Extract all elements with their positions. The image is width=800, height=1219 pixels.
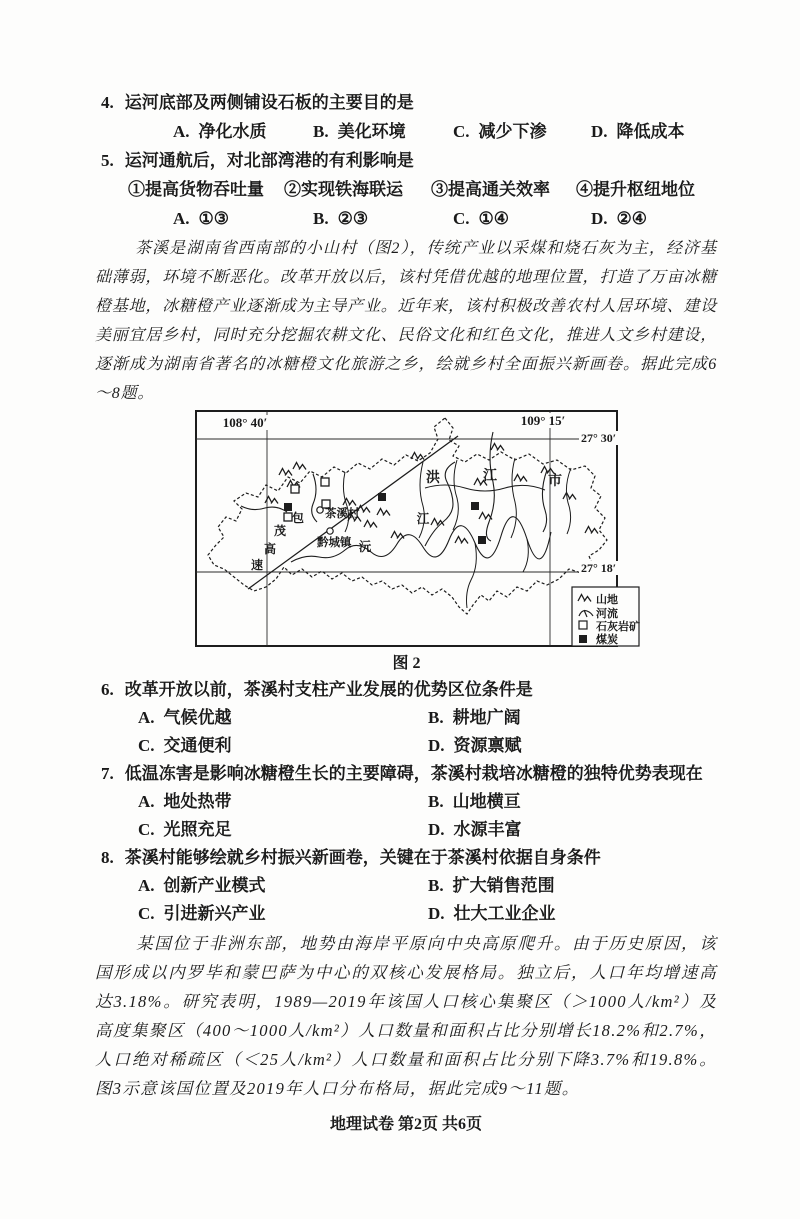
highway-char-1: 包 [291,511,305,525]
coal-icon [378,493,386,501]
coal-icon [478,536,486,544]
coal-icon [284,503,292,511]
county-boundary [208,418,607,614]
limestone-icon [284,513,292,521]
question-stem [95,760,717,788]
city-char-1: 洪 [426,471,440,486]
question-number: 7. [101,764,114,783]
option-c: C. 引进新兴产业 [138,904,266,923]
option-b: B. ②③ [313,209,369,228]
figure2-caption: 图 2 [392,655,421,672]
options-row [95,204,717,233]
option-a: A. 气候优越 [138,708,232,727]
option-c: C. 减少下渗 [453,122,547,141]
mountain-icon [541,467,554,474]
question-number: 4. [101,93,114,112]
coal-icon [579,635,587,643]
town-label: 黔城镇 [317,537,352,549]
map-legend [572,587,640,646]
question-stem [95,146,717,175]
question-number: 6. [101,680,114,699]
limestone-icon [321,478,329,486]
mountain-icon [377,509,390,516]
village-marker [317,507,323,513]
mountain-icon [279,469,292,476]
option-b: B. 耕地广阔 [428,708,521,727]
option-d: D. 水源丰富 [428,820,522,839]
option-c: C. 交通便利 [138,736,232,755]
option-b: B. 美化环境 [313,122,406,141]
options-row [95,732,717,760]
legend-label-mountain: 山地 [596,594,618,606]
question-text: 运河底部及两侧铺设石板的主要目的是 [124,93,414,112]
options-row [95,816,717,844]
options-row [95,872,717,900]
lat-mid-label: 27° 18′ [581,561,617,575]
question-8 [95,844,717,928]
township-boundaries [343,458,571,608]
question-stem [95,844,717,872]
legend-label-coal: 煤炭 [596,634,618,646]
mountain-icon [585,527,598,534]
question-stem [95,88,717,117]
options-row [95,704,717,732]
statement-3: ③提高通关效率 [431,180,550,199]
page-content [95,88,717,1134]
page-footer: 地理试卷 第2页 共6页 [329,1116,482,1133]
legend-label-river: 河流 [596,608,618,620]
statement-4: ④提升枢纽地位 [576,180,695,199]
option-d: D. 降低成本 [591,122,685,141]
question-text: 茶溪村能够绘就乡村振兴新画卷，关键在于茶溪村依据自身条件 [124,848,601,867]
figure2-map [195,410,655,647]
question-text: 低温冻害是影响冰糖橙生长的主要障碍，茶溪村栽培冰糖橙的独特优势表现在 [124,764,703,783]
map-frame [196,411,617,646]
graticule-lines [196,411,617,646]
limestone-icon [322,500,330,508]
question-7 [95,760,717,844]
limestone-mine-icons [284,478,330,521]
mountain-icon [293,463,306,470]
option-d: D. 资源禀赋 [428,736,522,755]
option-c: C. ①④ [453,209,510,228]
passage-chaxi: 茶溪是湖南省西南部的小山村（图2），传统产业以采煤和烧石灰为主，经济基础薄弱，环境不断恶化。改革开放以后，该村凭借优越的地理位置，打造了万亩冰糖橙基地，冰糖橙产业逐渐成为主导产业。近年来，该村积极改善农村人居环境、建设美丽宜居乡村，同时充分挖掘农耕文化、民俗文化和红色文化，推进人文乡村建设，逐渐成为湖南省著名的冰糖橙文化旅游之乡，绘就乡村全面振兴新画卷。据此完成6～8题。 [95,240,717,402]
village-label: 茶溪村 [325,508,360,520]
statement-items-row [95,175,717,204]
lon-left-label: 108° 40′ [222,415,268,430]
question-text: 运河通航后，对北部湾港的有利影响是 [124,151,414,170]
river-char-1: 沅 [358,540,372,554]
question-5 [95,146,717,233]
lon-right-label: 109° 15′ [520,413,566,428]
legend-label-limestone: 石灰岩矿 [596,621,640,633]
question-6 [95,676,717,760]
city-char-2: 江 [483,469,497,484]
limestone-icon [579,621,587,629]
option-d: D. ②④ [591,209,648,228]
statement-2: ②实现铁海联运 [284,180,403,199]
statement-1: ①提高货物吞吐量 [128,180,264,199]
option-c: C. 光照充足 [138,820,232,839]
river-char-2: 江 [416,512,430,526]
highway-char-3: 高 [263,542,277,556]
question-text: 改革开放以前，茶溪村支柱产业发展的优势区位条件是 [124,680,533,699]
lat-top-label: 27° 30′ [581,431,617,445]
passage-africa: 某国位于非洲东部，地势由海岸平原向中央高原爬升。由于历史原因，该国形成以内罗毕和蒙巴萨为中心的双核心发展格局。独立后，人口年均增速高达3.18%。研究表明，1989—2019年该国人口核心集聚区（＞1000人/km²）及高度集聚区（400～1000人/km²）人口数量和面积占比分别增长18.2%和2.7%，人口绝对稀疏区（＜25人/km²）人口数量和面积占比分别下降3.7%和19.8%。图3示意该国位置及2019年人口分布格局，据此完成9～11题。 [95,934,717,1098]
option-b: B. 扩大销售范围 [428,876,555,895]
mountain-icon [431,519,444,526]
option-a: A. 地处热带 [138,792,232,811]
rivers [241,432,551,562]
mountain-icon [491,444,504,451]
option-a: A. 创新产业模式 [138,876,266,895]
mountain-icon [514,475,527,482]
figure-2 [195,410,655,676]
option-d: D. 壮大工业企业 [428,904,556,923]
mountain-icon [563,493,576,500]
options-row [95,900,717,928]
city-char-3: 市 [548,474,562,489]
mountain-icon [455,537,468,544]
question-number: 8. [101,848,114,867]
highway-char-2: 茂 [273,524,287,538]
highway-char-4: 速 [250,558,264,572]
question-stem [95,676,717,704]
limestone-icon [291,485,299,493]
option-b: B. 山地横亘 [428,792,521,811]
question-number: 5. [101,151,114,170]
option-a: A. 净化水质 [173,122,267,141]
options-row [95,117,717,146]
mountain-icons [265,444,598,544]
options-row [95,788,717,816]
option-a: A. ①③ [173,209,230,228]
coal-icon [471,502,479,510]
coordinate-labels [217,413,623,575]
mountain-icon [364,521,377,528]
town-marker [327,528,333,534]
question-4 [95,88,717,146]
